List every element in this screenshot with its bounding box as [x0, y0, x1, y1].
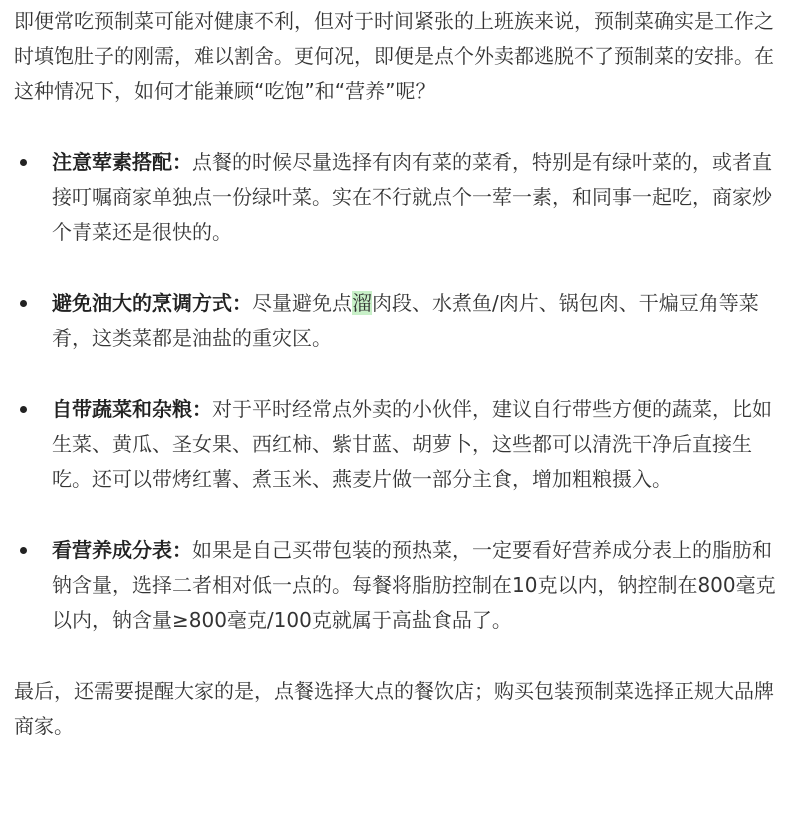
tip-item-avoid-oily-cooking [14, 286, 786, 356]
tip-label: 注意荤素搭配： [52, 150, 192, 174]
tip-label: 自带蔬菜和杂粮： [52, 397, 212, 421]
tip-text: 对于平时经常点外卖的小伙伴，建议自行带些方便的蔬菜，比如生菜、黄瓜、圣女果、西红柿、紫甘蓝、胡萝卜，这些都可以清洗干净后直接生吃。还可以带烤红薯、煮玉米、燕麦片做一部分主食，增加粗粮摄入。 [52, 397, 772, 491]
highlighted-char: 溜 [352, 291, 372, 315]
tip-text-after: 肉段、水煮鱼/肉片、锅包肉、干煸豆角等菜肴，这类菜都是油盐的重灾区。 [52, 291, 759, 350]
tip-label: 避免油大的烹调方式： [52, 291, 252, 315]
bullet-dot-icon [20, 406, 27, 413]
tip-text: 点餐的时候尽量选择有肉有菜的菜肴，特别是有绿叶菜的，或者直接叮嘱商家单独点一份绿叶菜。实在不行就点个一荤一素，和同事一起吃，商家炒个青菜还是很快的。 [52, 150, 772, 244]
bullet-dot-icon [20, 547, 27, 554]
intro-paragraph: 即便常吃预制菜可能对健康不利，但对于时间紧张的上班族来说，预制菜确实是工作之时填饱肚子的刚需，难以割舍。更何况，即便是点个外卖都逃脱不了预制菜的安排。在这种情况下，如何才能兼顾“吃饱”和“营养”呢？ [14, 9, 774, 103]
tips-list [14, 145, 786, 638]
bullet-dot-icon [20, 300, 27, 307]
tip-item-meat-veg-balance [14, 145, 786, 250]
closing-paragraph: 最后，还需要提醒大家的是，点餐选择大点的餐饮店；购买包装预制菜选择正规大品牌商家。 [14, 679, 774, 738]
tip-text: 如果是自己买带包装的预热菜，一定要看好营养成分表上的脂肪和钠含量，选择二者相对低一点的。每餐将脂肪控制在10克以内，钠控制在800毫克以内，钠含量≥800毫克/100克就属于高盐食品了。 [52, 538, 776, 632]
tip-item-bring-vegetables-grains [14, 392, 786, 497]
tip-label: 看营养成分表： [52, 538, 192, 562]
tip-item-nutrition-label [14, 533, 786, 638]
bullet-dot-icon [20, 159, 27, 166]
tip-text-before: 尽量避免点 [252, 291, 352, 315]
